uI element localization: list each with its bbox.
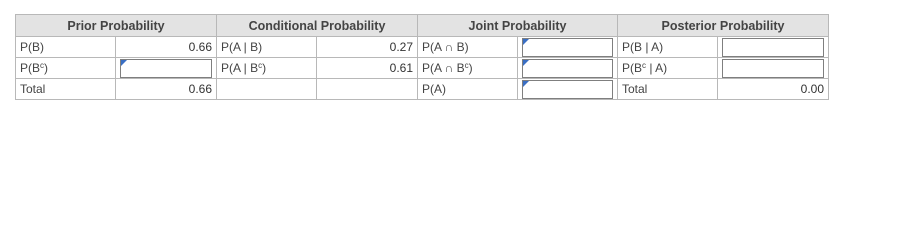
conditional-label-base: P(A | B xyxy=(221,61,259,75)
conditional-label-a-given-b: P(A | B) xyxy=(217,37,317,58)
answer-flag-icon xyxy=(121,60,127,66)
posterior-b-complement-given-a-input[interactable] xyxy=(722,59,824,78)
joint-label-a: P(A) xyxy=(418,79,518,100)
posterior-label-b-complement-given-a xyxy=(618,58,718,79)
joint-cell-a xyxy=(518,79,618,100)
prior-probability-header: Prior Probability xyxy=(16,15,217,37)
posterior-cell-b-complement-given-a xyxy=(718,58,829,79)
prior-label-b-complement-base: P(B xyxy=(20,61,41,75)
posterior-total-value: 0.00 xyxy=(718,79,829,100)
prior-value-b: 0.66 xyxy=(116,37,217,58)
posterior-probability-header: Posterior Probability xyxy=(618,15,829,37)
joint-cell-a-and-b-complement xyxy=(518,58,618,79)
joint-label-a-and-b: P(A ∩ B) xyxy=(418,37,518,58)
prior-total-label: Total xyxy=(16,79,116,100)
prior-label-b-complement xyxy=(16,58,116,79)
header-row xyxy=(16,15,829,37)
answer-flag-icon xyxy=(523,60,529,66)
complement-superscript: c xyxy=(40,61,45,70)
bayes-probability-table xyxy=(15,14,829,100)
table-row-total xyxy=(16,79,829,100)
table-row-b xyxy=(16,37,829,58)
joint-label-a-and-b-complement xyxy=(418,58,518,79)
conditional-probability-header: Conditional Probability xyxy=(217,15,418,37)
joint-a-and-b-complement-input[interactable] xyxy=(522,59,613,78)
answer-flag-icon xyxy=(523,39,529,45)
complement-superscript: c xyxy=(258,61,263,70)
posterior-cell-b-given-a xyxy=(718,37,829,58)
joint-label-tail: ) xyxy=(468,61,473,75)
posterior-total-label: Total xyxy=(618,79,718,100)
prior-label-b-complement-tail: ) xyxy=(44,61,49,75)
joint-cell-a-and-b xyxy=(518,37,618,58)
conditional-total-value-blank xyxy=(317,79,418,100)
prior-b-complement-input[interactable] xyxy=(120,59,212,78)
posterior-label-tail: | A) xyxy=(646,61,668,75)
conditional-value-a-given-b: 0.27 xyxy=(317,37,418,58)
conditional-label-tail: ) xyxy=(262,61,267,75)
posterior-b-given-a-input[interactable] xyxy=(722,38,824,57)
complement-superscript: c xyxy=(464,61,469,70)
prior-cell-b-complement xyxy=(116,58,217,79)
posterior-label-base: P(B xyxy=(622,61,643,75)
answer-flag-icon xyxy=(523,81,529,87)
joint-a-input[interactable] xyxy=(522,80,613,99)
complement-superscript: c xyxy=(642,61,647,70)
conditional-total-blank xyxy=(217,79,317,100)
joint-label-base: P(A ∩ B xyxy=(422,61,465,75)
posterior-label-b-given-a: P(B | A) xyxy=(618,37,718,58)
joint-a-and-b-input[interactable] xyxy=(522,38,613,57)
joint-probability-header: Joint Probability xyxy=(418,15,618,37)
conditional-label-a-given-b-complement xyxy=(217,58,317,79)
prior-total-value: 0.66 xyxy=(116,79,217,100)
prior-label-b: P(B) xyxy=(16,37,116,58)
table-row-b-complement xyxy=(16,58,829,79)
conditional-value-a-given-b-complement: 0.61 xyxy=(317,58,418,79)
